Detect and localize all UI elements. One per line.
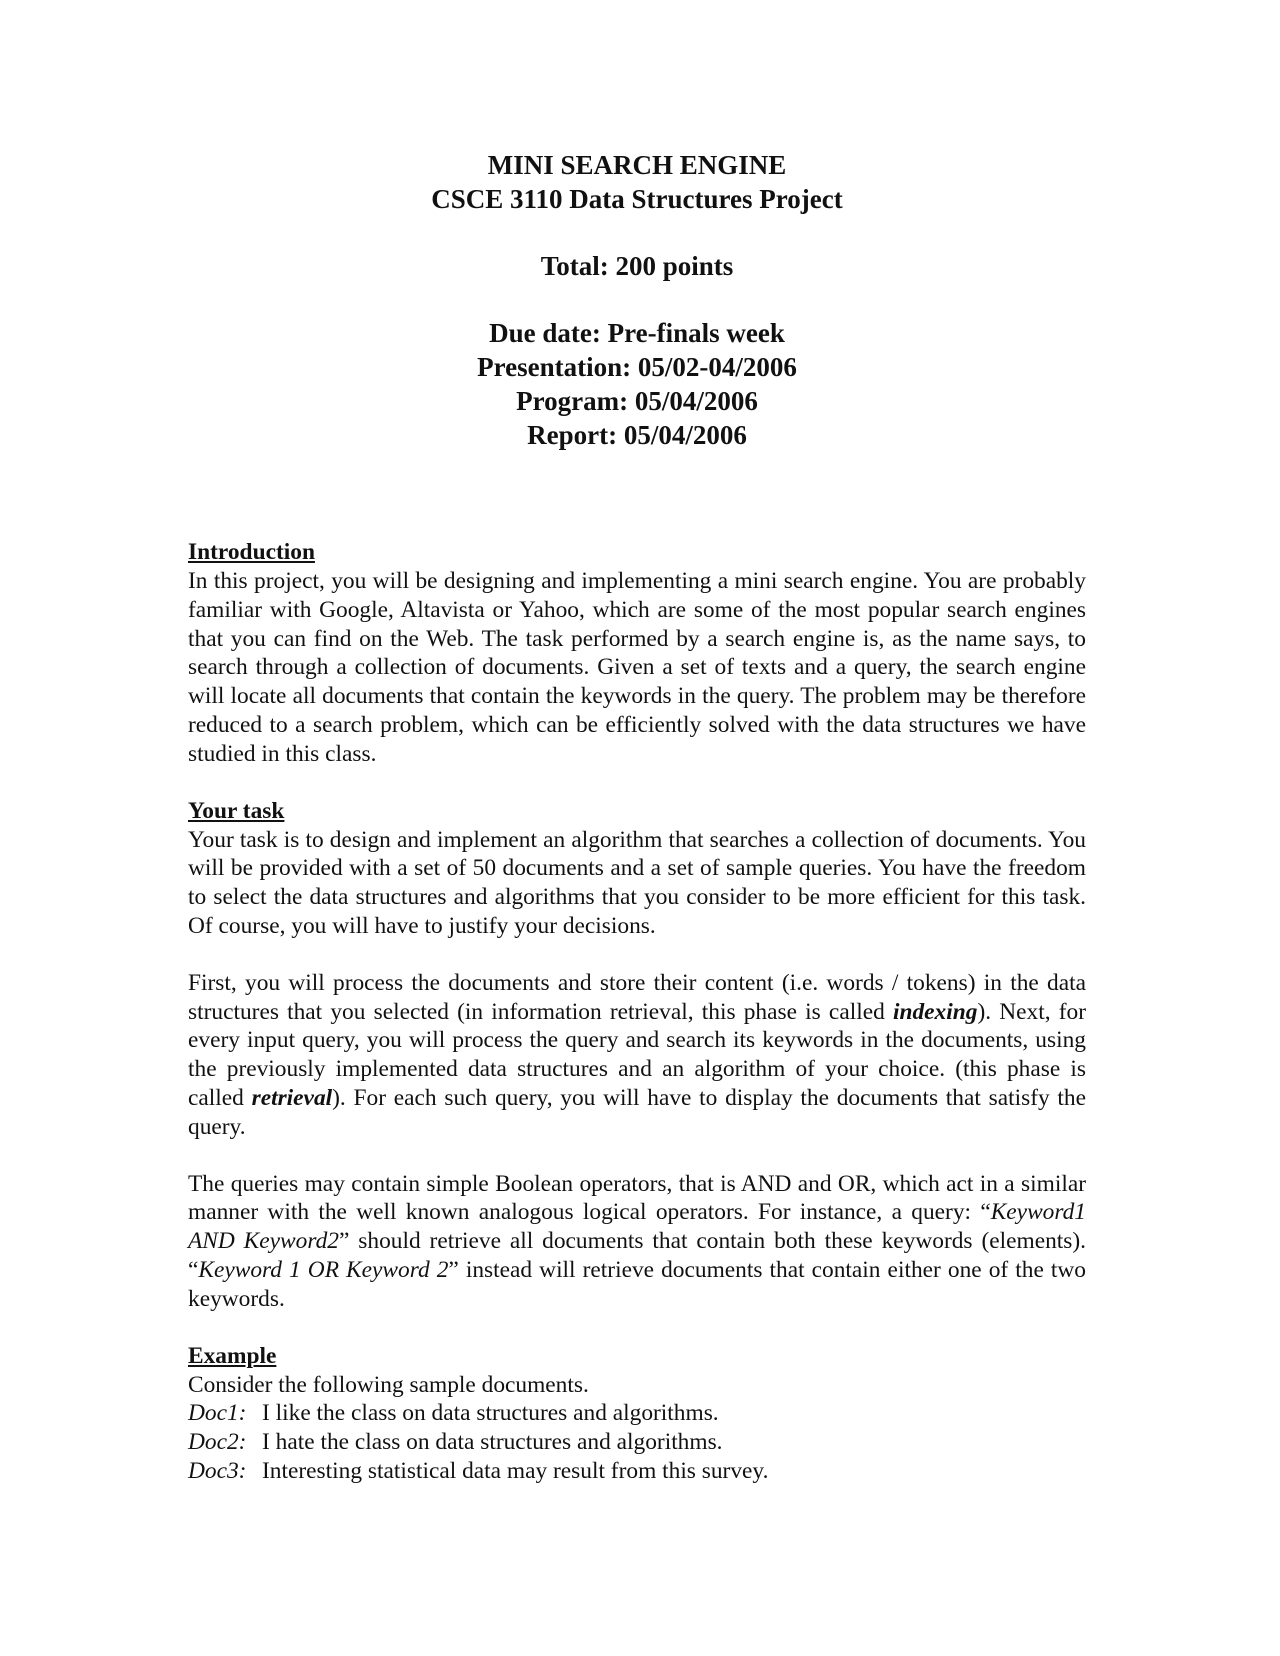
task-paragraph-2: First, you will process the documents and store their content (i.e. words / tokens) in the data structures that you selected (in information retrieval, this phase is called indexing). Next, for every input query, you will process the query and search its keywords in the documents, using the previously implemented data structures and an algorithm of your choice. (this phase is called retrieval). For each such query, you will have to display the documents that satisfy the query. (188, 969, 1087, 1140)
list-item (188, 1428, 1086, 1457)
course-title: CSCE 3110 Data Structures Project (431, 184, 843, 214)
intro-heading: Introduction (188, 539, 315, 565)
indexing-term: indexing (892, 998, 978, 1025)
total-points: Total: 200 points (540, 251, 734, 281)
doc-text: Interesting statistical data may result from this survey. (262, 1457, 769, 1484)
due-date: Due date: Pre-finals week (489, 318, 785, 348)
title-block (188, 148, 1086, 452)
report-date: Report: 05/04/2006 (527, 420, 747, 450)
intro-paragraph: In this project, you will be designing and implementing a mini search engine. You are probably familiar with Google, Altavista or Yahoo, which are some of the most popular search engines that you can find on the Web. The task performed by a search engine is, as the name says, to search through a collection of documents. Given a set of texts and a query, the search engine will locate all documents that contain the keywords in the query. The problem may be therefore reduced to a search problem, which can be efficiently solved with the data structures we have studied in this class. (188, 568, 1086, 767)
task-heading: Your task (188, 797, 285, 824)
doc-label: Doc3: (188, 1457, 247, 1484)
doc-label: Doc2: (188, 1429, 247, 1456)
list-item (188, 1457, 1086, 1486)
query-or-example: Keyword 1 OR Keyword 2 (198, 1256, 449, 1283)
query-and-example: Keyword1 AND Keyword2 (188, 1199, 1086, 1255)
doc-title: MINI SEARCH ENGINE (487, 150, 787, 180)
doc-text: I like the class on data structures and algorithms. (262, 1400, 719, 1427)
presentation-date: Presentation: 05/02-04/2006 (477, 352, 797, 382)
task-paragraph-3: The queries may contain simple Boolean operators, that is AND and OR, which act in a similar manner with the well known analogous logical operators. For instance, a query: “Keyword1 AND Keyword2” should retrieve all documents that contain both these keywords (elements). “Keyword 1 OR Keyword 2” instead will retrieve documents that contain either one of the two keywords. (188, 1170, 1087, 1312)
program-date: Program: 05/04/2006 (516, 386, 758, 416)
doc-label: Doc1: (188, 1400, 247, 1427)
list-item (188, 1399, 1086, 1428)
document-page (188, 148, 1086, 1486)
doc-text: I hate the class on data structures and algorithms. (262, 1429, 723, 1456)
example-heading: Example (188, 1342, 277, 1369)
example-intro: Consider the following sample documents. (188, 1371, 589, 1398)
retrieval-term: retrieval (251, 1084, 333, 1111)
task-paragraph-1: Your task is to design and implement an algorithm that searches a collection of documents. You will be provided with a set of 50 documents and a set of sample queries. You have the freedom to select the data structures and algorithms that you consider to be more efficient for this task. Of course, you will have to justify your decisions. (188, 826, 1086, 939)
